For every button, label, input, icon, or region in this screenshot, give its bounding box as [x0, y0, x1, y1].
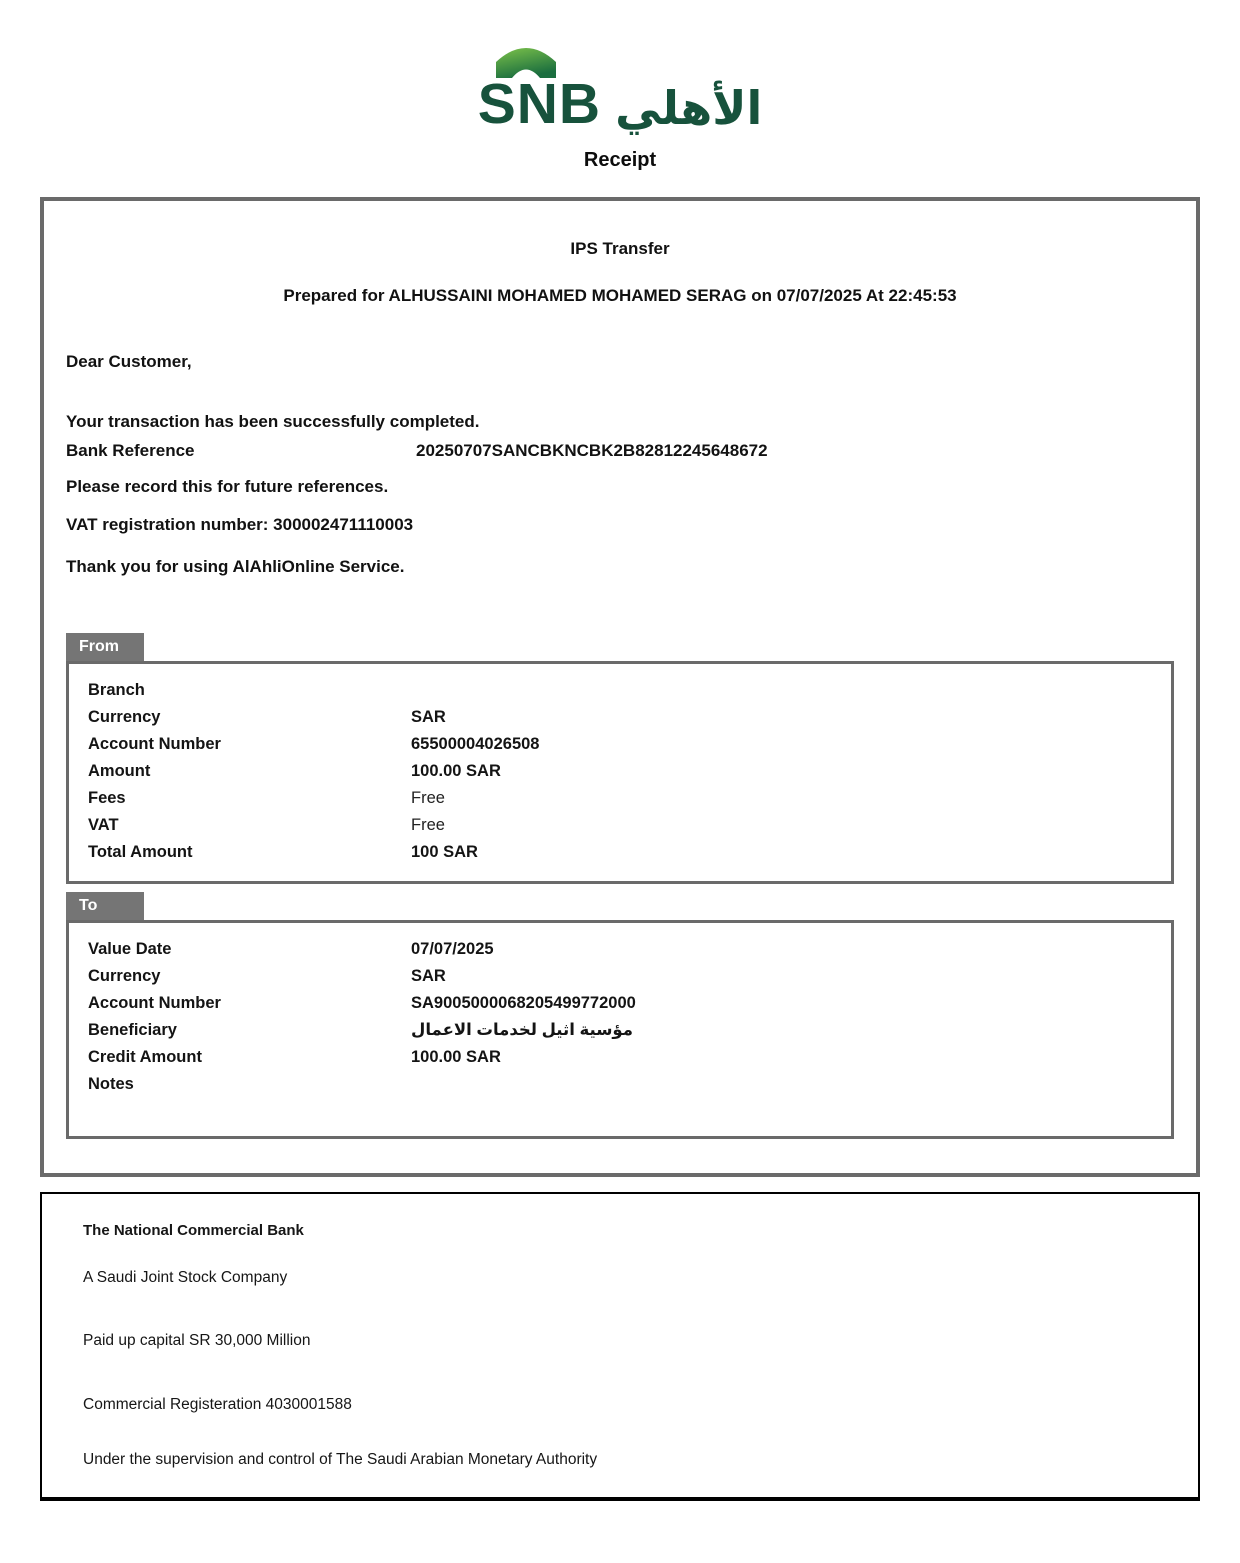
table-row: [69, 990, 1171, 1017]
row-label: Notes: [88, 1075, 134, 1093]
record-line: Please record this for future references.: [66, 477, 389, 496]
row-value: 07/07/2025: [411, 940, 494, 958]
beneficiary-arabic-value: مؤسية اثيل لخدمات الاعمال: [411, 1021, 633, 1039]
table-row: [69, 812, 1171, 839]
row-label: Beneficiary: [88, 1021, 177, 1039]
alahli-arabic-logo-text: الأهلي: [615, 82, 763, 134]
row-label: Amount: [88, 762, 151, 780]
snb-chevron-icon: [494, 44, 558, 78]
vat-registration-line: VAT registration number: 300002471110003: [66, 515, 414, 534]
receipt-main-box: [40, 197, 1200, 1177]
to-section-box: [66, 920, 1174, 1139]
row-label: Branch: [88, 681, 145, 699]
supervision-line: Under the supervision and control of The Saudi Arabian Monetary Authority: [83, 1451, 598, 1468]
greeting-line: Dear Customer,: [66, 352, 192, 371]
bank-logo: [0, 0, 1240, 136]
from-section-tab: From: [66, 633, 144, 661]
prepared-for-line: Prepared for ALHUSSAINI MOHAMED MOHAMED SERAG on 07/07/2025 At 22:45:53: [283, 286, 957, 305]
row-value: SA9005000068205499772000: [411, 994, 636, 1012]
table-row: [69, 731, 1171, 758]
row-value: 100.00 SAR: [411, 1048, 501, 1066]
row-label: Total Amount: [88, 843, 193, 861]
table-row: [69, 839, 1171, 866]
table-row: [69, 704, 1171, 731]
bank-name-line: The National Commercial Bank: [83, 1222, 304, 1239]
row-value: Free: [411, 789, 445, 807]
row-label: Fees: [88, 789, 126, 807]
row-value: Free: [411, 816, 445, 834]
table-row: [69, 1044, 1171, 1071]
snb-logo-text: SNB: [477, 72, 602, 136]
bank-reference-value: 20250707SANCBKNCBK2B82812245648672: [416, 441, 768, 460]
row-label: Credit Amount: [88, 1048, 202, 1066]
row-label: Account Number: [88, 735, 221, 753]
row-label: Account Number: [88, 994, 221, 1012]
table-row: [69, 785, 1171, 812]
table-row: [69, 677, 1171, 704]
thanks-line: Thank you for using AlAhliOnline Service.: [66, 557, 405, 576]
to-section-tab: To: [66, 892, 144, 920]
row-value: 100 SAR: [411, 843, 478, 861]
table-row: [69, 1071, 1171, 1098]
row-value: SAR: [411, 708, 446, 726]
snb-logo-mark: [477, 46, 602, 136]
from-section-box: [66, 661, 1174, 884]
row-label: Currency: [88, 967, 161, 985]
transfer-type-heading: IPS Transfer: [570, 239, 670, 258]
capital-line: Paid up capital SR 30,000 Million: [83, 1332, 311, 1349]
company-type-line: A Saudi Joint Stock Company: [83, 1269, 288, 1286]
table-row: [69, 936, 1171, 963]
table-row: [69, 963, 1171, 990]
row-label: Currency: [88, 708, 161, 726]
row-label: VAT: [88, 816, 119, 834]
row-value: 100.00 SAR: [411, 762, 501, 780]
page-title: Receipt: [583, 149, 657, 171]
bank-info-footer-box: [40, 1192, 1200, 1501]
row-value: 65500004026508: [411, 735, 540, 753]
success-line: Your transaction has been successfully completed.: [66, 412, 480, 431]
bank-reference-row: [66, 441, 1196, 461]
commercial-registration-line: Commercial Registeration 4030001588: [83, 1396, 352, 1413]
table-row: [69, 1017, 1171, 1044]
row-label: Value Date: [88, 940, 172, 958]
row-value: SAR: [411, 967, 446, 985]
table-row: [69, 758, 1171, 785]
bank-reference-label: Bank Reference: [66, 441, 195, 460]
